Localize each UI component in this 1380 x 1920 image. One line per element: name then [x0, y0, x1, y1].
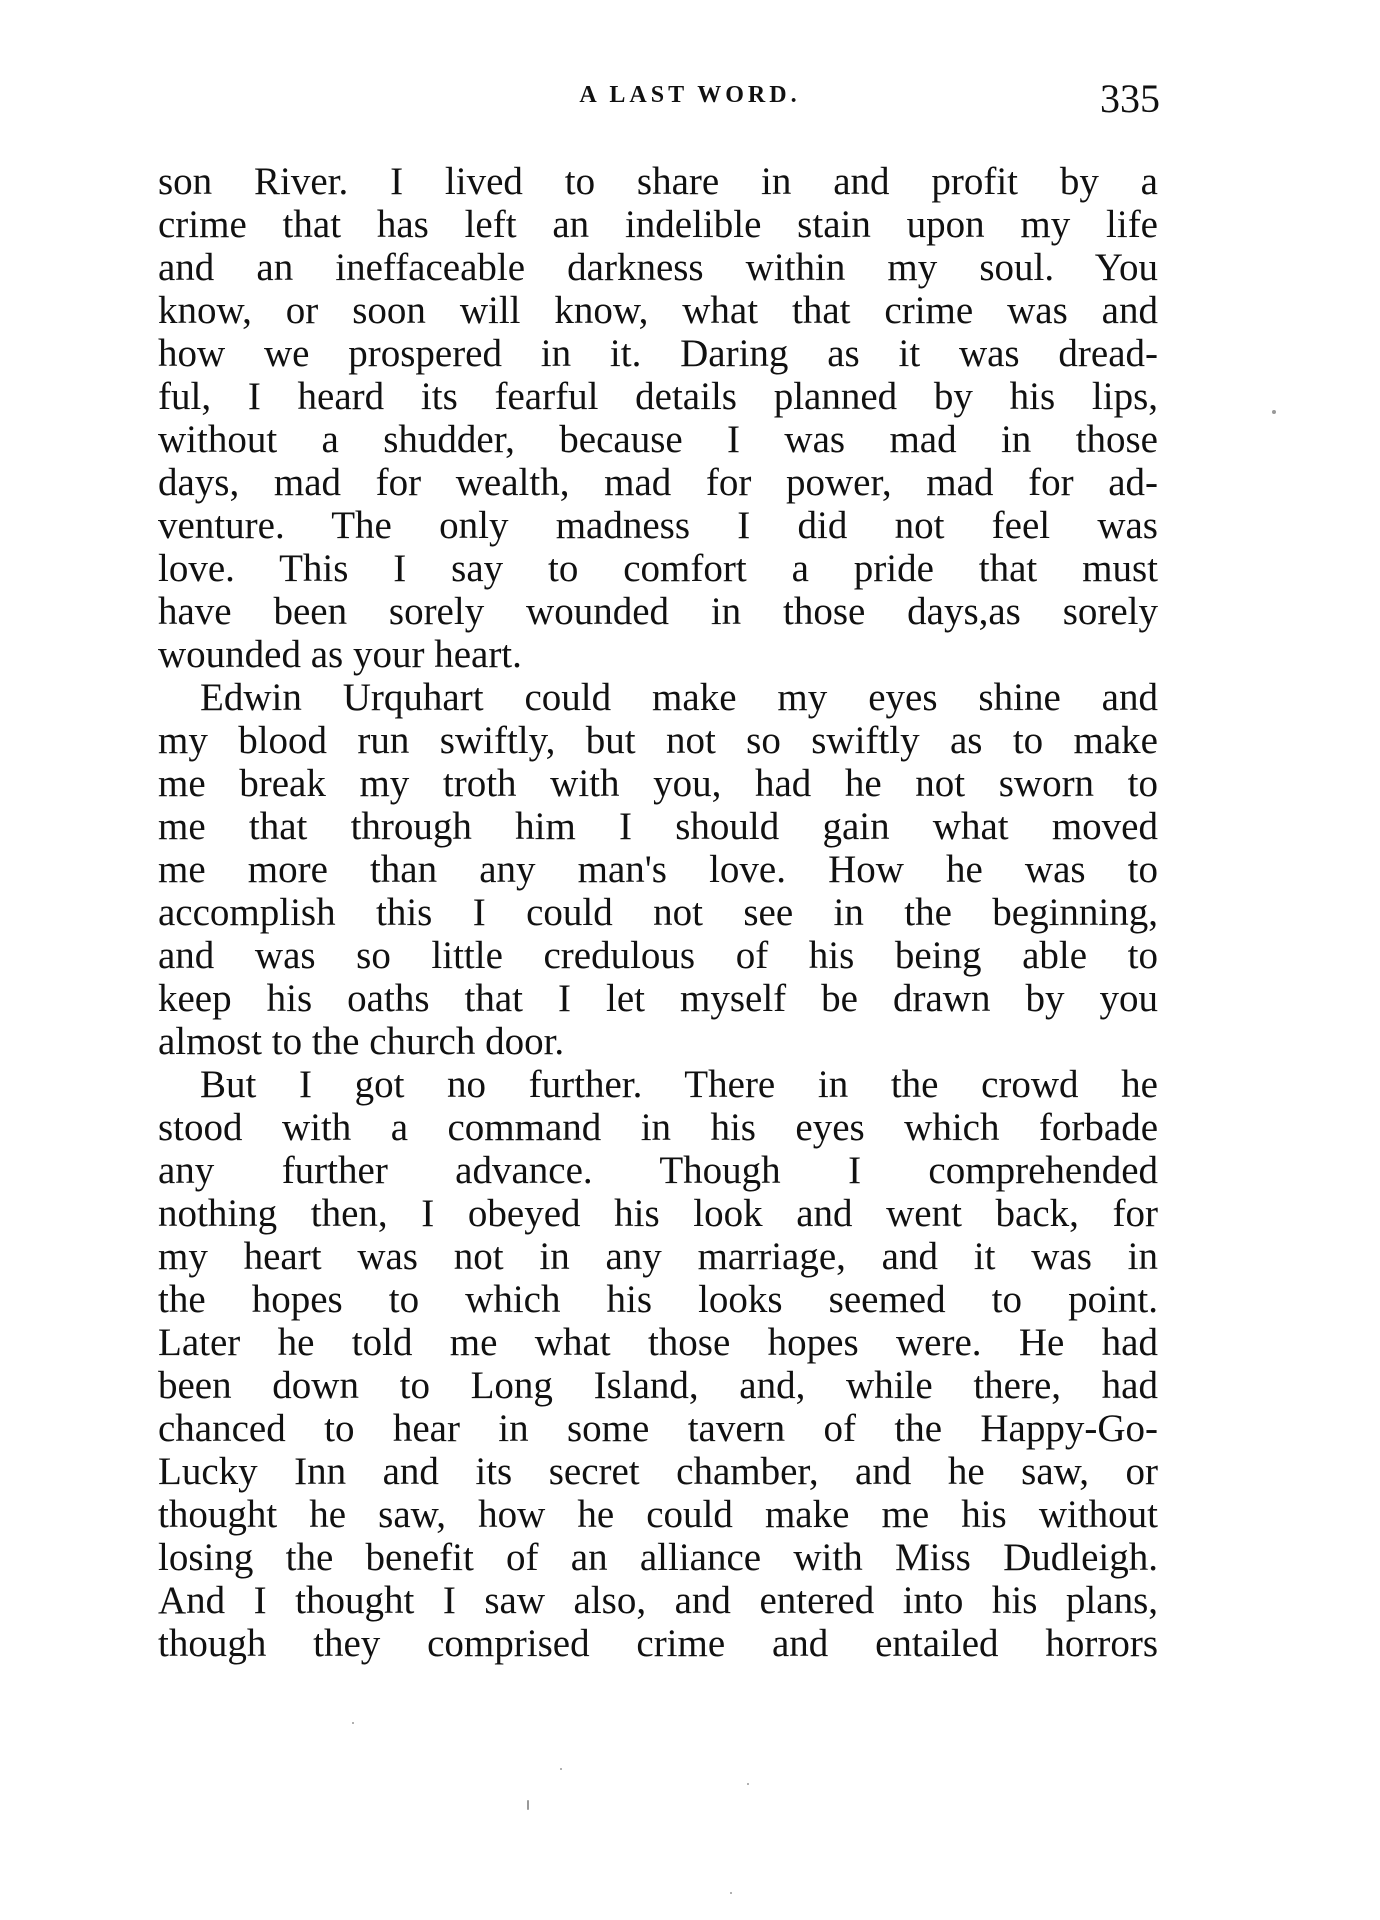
paragraph-end-line: wounded as your heart. [158, 633, 522, 676]
text-line: thought he saw, how he could make me his without [158, 1493, 1158, 1536]
text-line: me break my troth with you, had he not sworn to [158, 762, 1158, 805]
paper-speck [352, 1722, 354, 1724]
text-line: my blood run swiftly, but not so swiftly as to make [158, 719, 1158, 762]
text-line: and was so little credulous of his being able to [158, 934, 1158, 977]
text-line: the hopes to which his looks seemed to point. [158, 1278, 1158, 1321]
paragraph-end-line: almost to the church door. [158, 1020, 565, 1063]
text-line: me that through him I should gain what moved [158, 805, 1158, 848]
text-line: though they comprised crime and entailed horrors [158, 1622, 1158, 1665]
text-line: venture. The only madness I did not feel was [158, 504, 1158, 547]
page-number: 335 [1100, 76, 1160, 121]
text-line: Lucky Inn and its secret chamber, and he saw, or [158, 1450, 1158, 1493]
paper-speck [747, 1783, 749, 1785]
text-line: love. This I say to comfort a pride that must [158, 547, 1158, 590]
text-line: crime that has left an indelible stain upon my life [158, 203, 1158, 246]
text-line: ful, I heard its fearful details planned by his lips, [158, 375, 1158, 418]
text-line: any further advance. Though I comprehended [158, 1149, 1158, 1192]
text-line: days, mad for wealth, mad for power, mad for ad- [158, 461, 1158, 504]
text-line: chanced to hear in some tavern of the Happy-Go- [158, 1407, 1158, 1450]
text-line: how we prospered in it. Daring as it was dread- [158, 332, 1158, 375]
paper-speck [1272, 410, 1276, 414]
text-line: losing the benefit of an alliance with Miss Dudleigh. [158, 1536, 1158, 1579]
text-line: and an ineffaceable darkness within my soul. You [158, 246, 1158, 289]
text-line: son River. I lived to share in and profit by a [158, 160, 1158, 203]
text-line: keep his oaths that I let myself be drawn by you [158, 977, 1158, 1020]
paragraph-start-line: Edwin Urquhart could make my eyes shine and [200, 676, 1158, 719]
paper-speck [527, 1800, 529, 1810]
paper-speck [560, 1768, 562, 1770]
text-line: have been sorely wounded in those days,as sorely [158, 590, 1158, 633]
text-line: Later he told me what those hopes were. He had [158, 1321, 1158, 1364]
paragraph-start-line: But I got no further. There in the crowd he [200, 1063, 1158, 1106]
running-head: A LAST WORD. [579, 82, 801, 108]
text-line: without a shudder, because I was mad in those [158, 418, 1158, 461]
text-line: And I thought I saw also, and entered into his plans, [158, 1579, 1158, 1622]
text-line: nothing then, I obeyed his look and went back, for [158, 1192, 1158, 1235]
paper-speck [730, 1892, 732, 1894]
body-text [158, 160, 1158, 1665]
text-line: been down to Long Island, and, while there, had [158, 1364, 1158, 1407]
text-line: me more than any man's love. How he was to [158, 848, 1158, 891]
text-line: my heart was not in any marriage, and it was in [158, 1235, 1158, 1278]
text-line: know, or soon will know, what that crime was and [158, 289, 1158, 332]
text-line: stood with a command in his eyes which forbade [158, 1106, 1158, 1149]
text-line: accomplish this I could not see in the beginning, [158, 891, 1158, 934]
